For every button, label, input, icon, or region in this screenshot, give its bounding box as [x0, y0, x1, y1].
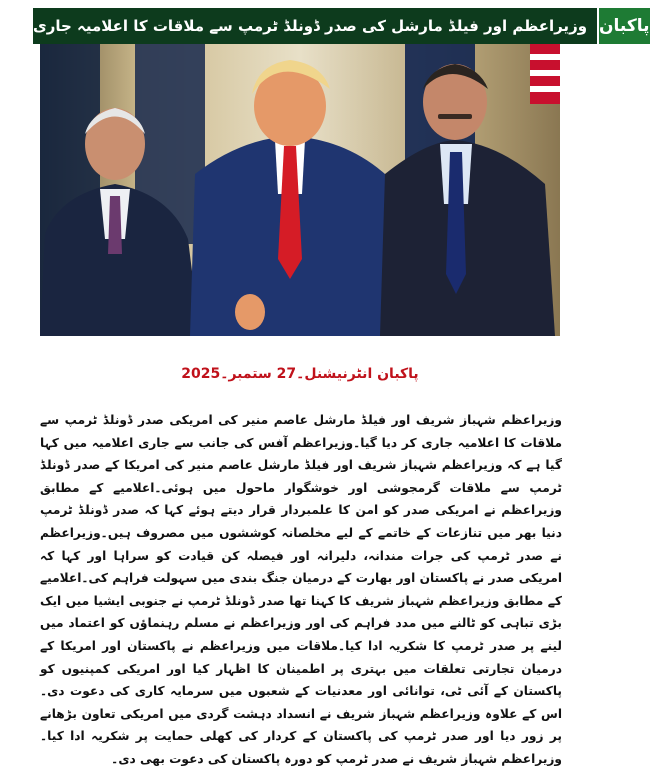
- headline: وزیراعظم اور فیلڈ مارشل کی صدر ڈونلڈ ٹرمپ سے ملاقات کا اعلامیہ جاری: [33, 8, 597, 44]
- article-body: وزیراعظم شہباز شریف اور فیلڈ مارشل عاصم منیر کی امریکی صدر ڈونلڈ ٹرمپ سے ملاقات کا اعلامیہ جاری کر دیا گیا۔وزیراعظم آفس کی جانب سے جاری اعلامیہ میں کہا گیا ہے کہ وزیراعظم شہباز شریف اور فیلڈ مارشل عاصم منیر کی امریکا کے صدر ڈونلڈ ٹرمپ سے ملاقات گرمجوشی اور خوشگوار ماحول میں ہوئی۔اعلامیے کے مطابق وزیراعظم نے امریکی صدر کو امن کا علمبردار قرار دیتے ہوئے کہا کہ صدر ڈونلڈ ٹرمپ دنیا بھر میں تنازعات کے خاتمے کے لیے مخلصانہ کوششوں میں مصروف ہیں۔وزیراعظم نے صدر ٹرمپ کی جرات مندانہ، دلیرانہ اور فیصلہ کن قیادت کو سراہا اور کہا کہ امریکی صدر نے پاکستان اور بھارت کے درمیان جنگ بندی میں سہولت فراہم کی۔اعلامیے کے مطابق وزیراعظم شہباز شریف کا کہنا تھا صدر ڈونلڈ ٹرمپ نے جنوبی ایشیا میں ایک بڑی تباہی کو ٹالنے میں مدد فراہم کی اور وزیراعظم نے مسلم رہنماؤں کو اعتماد میں لینے پر صدر ٹرمپ کا شکریہ ادا کیا۔ملاقات میں وزیراعظم نے پاکستان اور امریکا کے درمیان تجارتی تعلقات میں بہتری پر اطمینان کا اظہار کیا اور امریکی کمپنیوں کو پاکستان کے آئی ٹی، توانائی اور معدنیات کے شعبوں میں سرمایہ کاری کی دعوت دی۔اس کے علاوہ وزیراعظم شہباز شریف نے انسداد دہشت گردی میں امریکی تعاون بڑھانے پر زور دیا اور صدر ٹرمپ کی پاکستان کے کردار کی کھلی حمایت پر شکریہ ادا کیا۔وزیراعظم شہباز شریف نے صدر ٹرمپ کو دورہ پاکستان کی دعوت بھی دی۔: [40, 413, 562, 766]
- header-bar: [33, 8, 650, 44]
- news-photo: [40, 44, 560, 336]
- photo-icon: [40, 44, 560, 336]
- brand-logo: پاکبان: [597, 8, 650, 44]
- dateline: پاکبان انٹرنیشنل۔27 ستمبر۔2025: [181, 366, 419, 382]
